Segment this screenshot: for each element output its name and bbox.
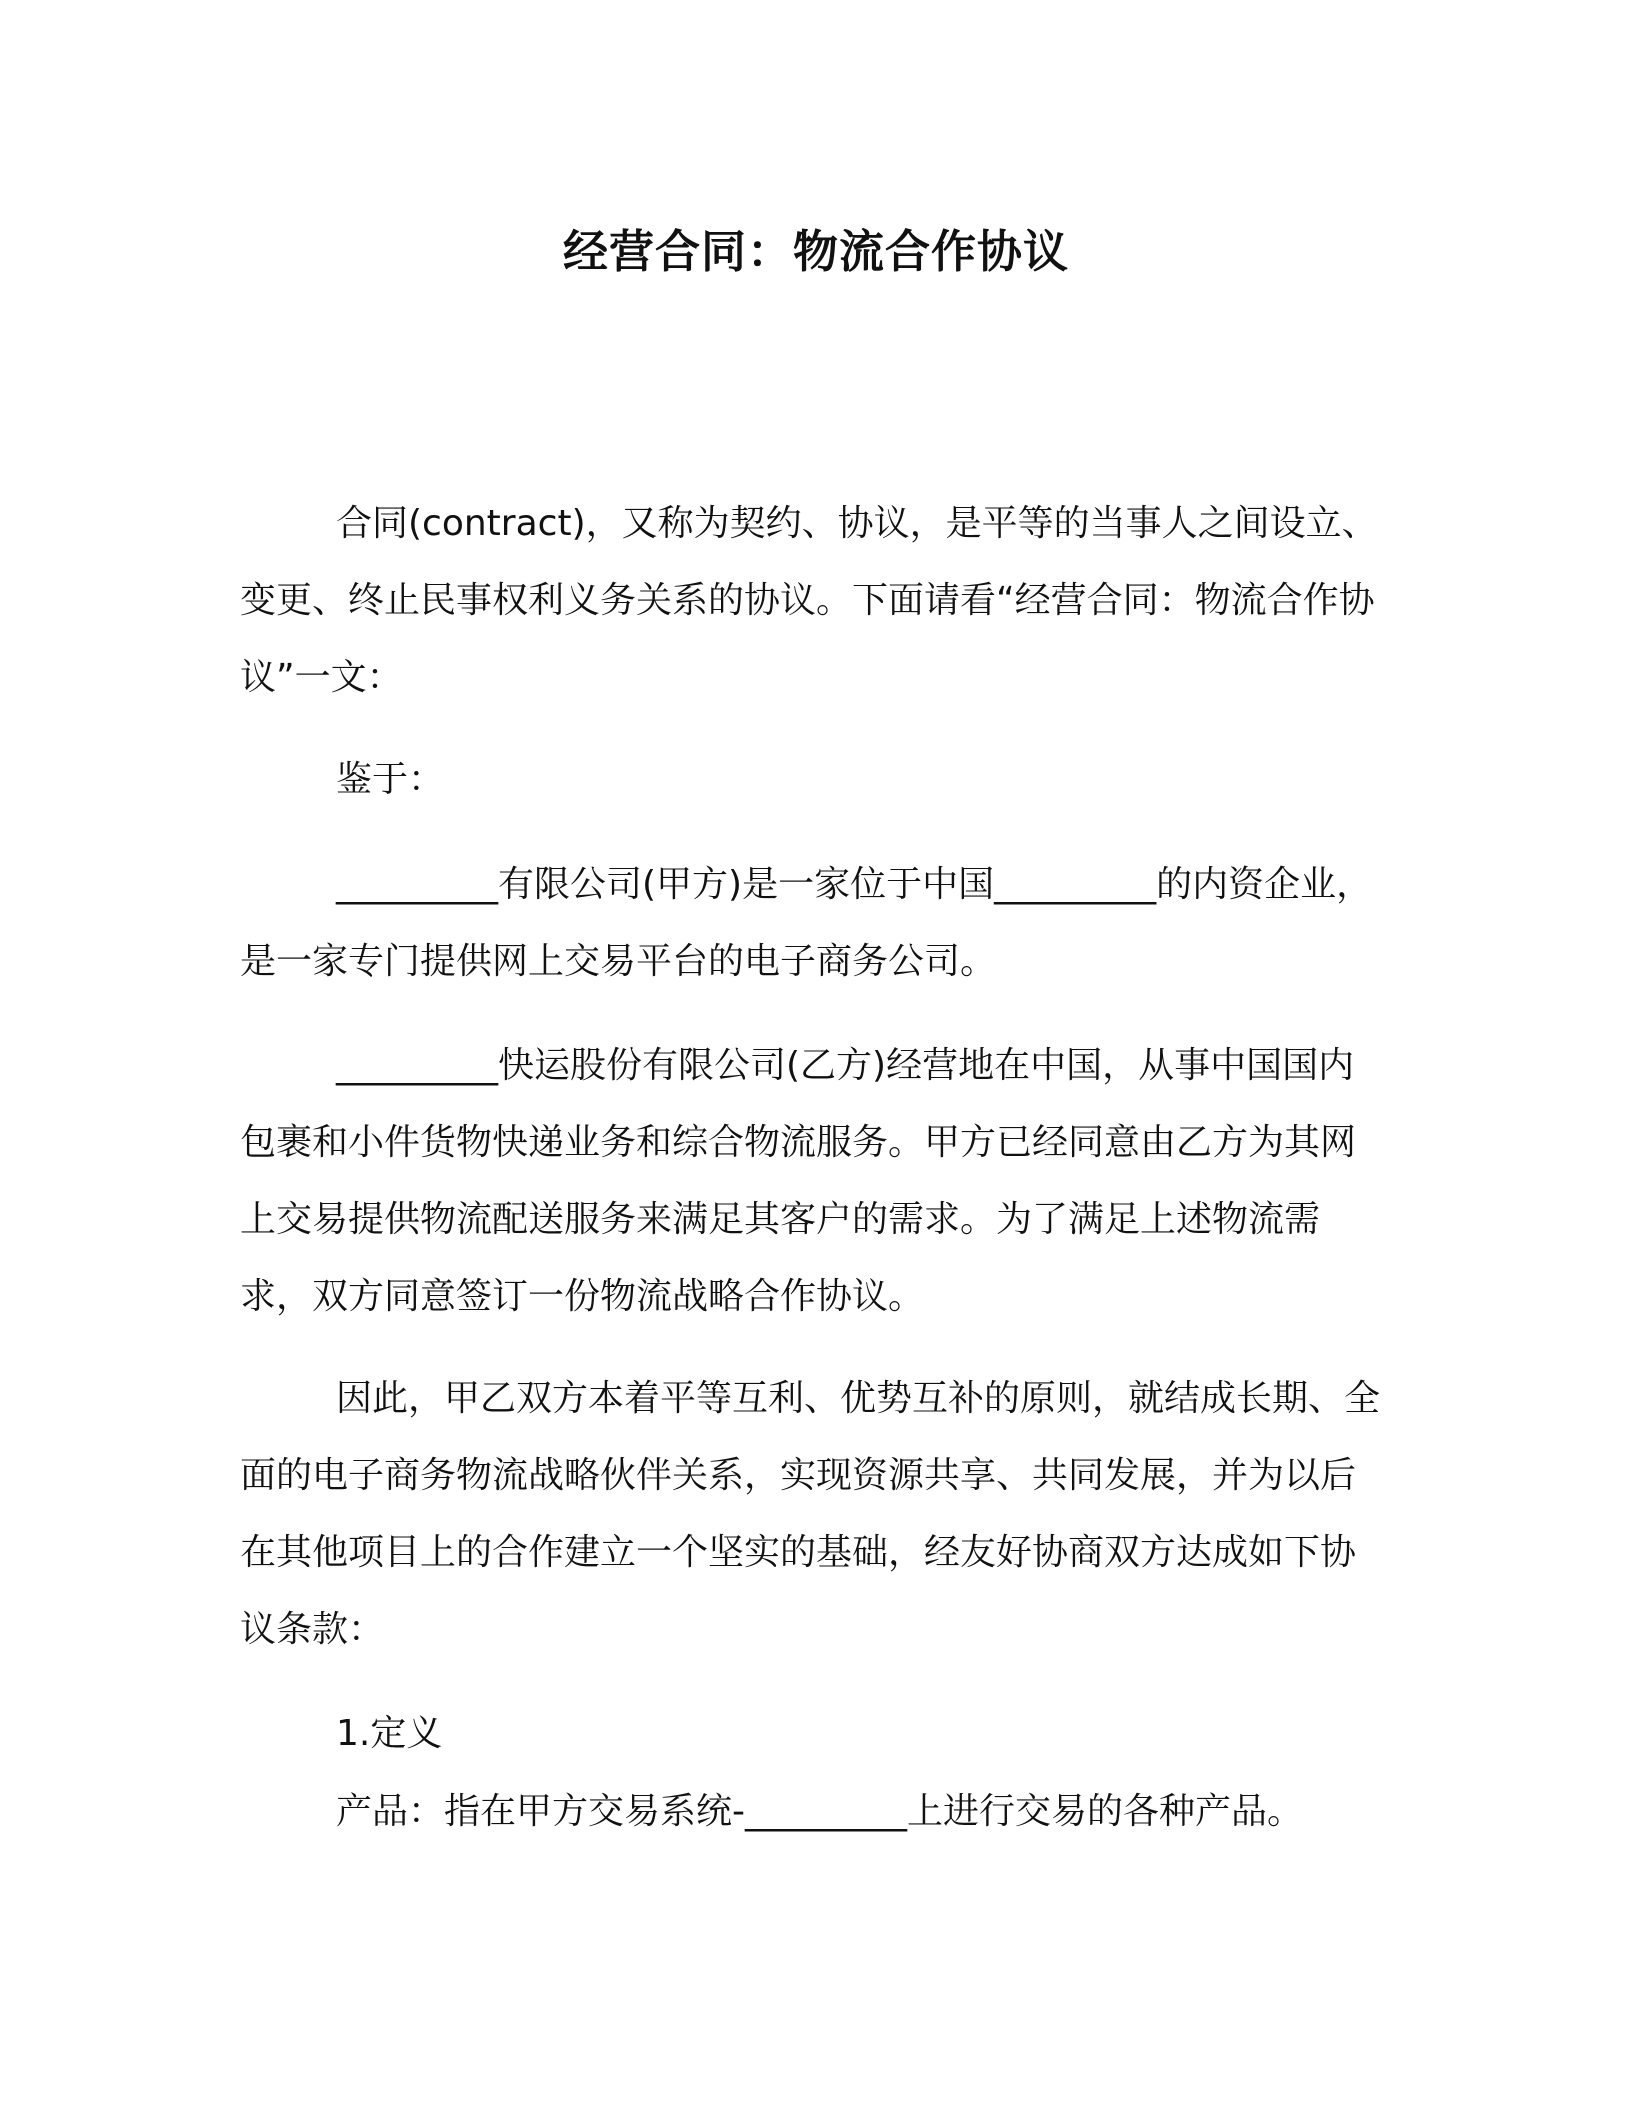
party-b-paragraph: _________快运股份有限公司(乙方)经营地在中国，从事中国国内包裹和小件货物快递业务和综合物流服务。甲方已经同意由乙方为其网上交易提供物流配送服务来满足其客户的需求。为了满足上述物流需求，双方同意签订一份物流战略合作协议。 [240,1045,1357,1317]
whereas-heading: 鉴于： [336,759,445,800]
agreement-purpose-paragraph: 因此，甲乙双方本着平等互利、优势互补的原则，就结成长期、全面的电子商务物流战略伙伴关系，实现资源共享、共同发展，并为以后在其他项目上的合作建立一个坚实的基础，经友好协商双方达成如下协议条款： [240,1378,1381,1650]
document-title: 经营合同：物流合作协议 [562,225,1069,278]
section-1-heading: 1.定义 [336,1713,443,1754]
intro-paragraph: 合同(contract)，又称为契约、协议，是平等的当事人之间设立、变更、终止民事权利义务关系的协议。下面请看“经营合同：物流合作协议”一文： [240,503,1378,698]
product-definition-paragraph: 产品：指在甲方交易系统-_________上进行交易的各种产品。 [336,1791,1303,1832]
party-a-paragraph: _________有限公司(甲方)是一家位于中国_________的内资企业，是一家专门提供网上交易平台的电子商务公司。 [240,864,1373,982]
